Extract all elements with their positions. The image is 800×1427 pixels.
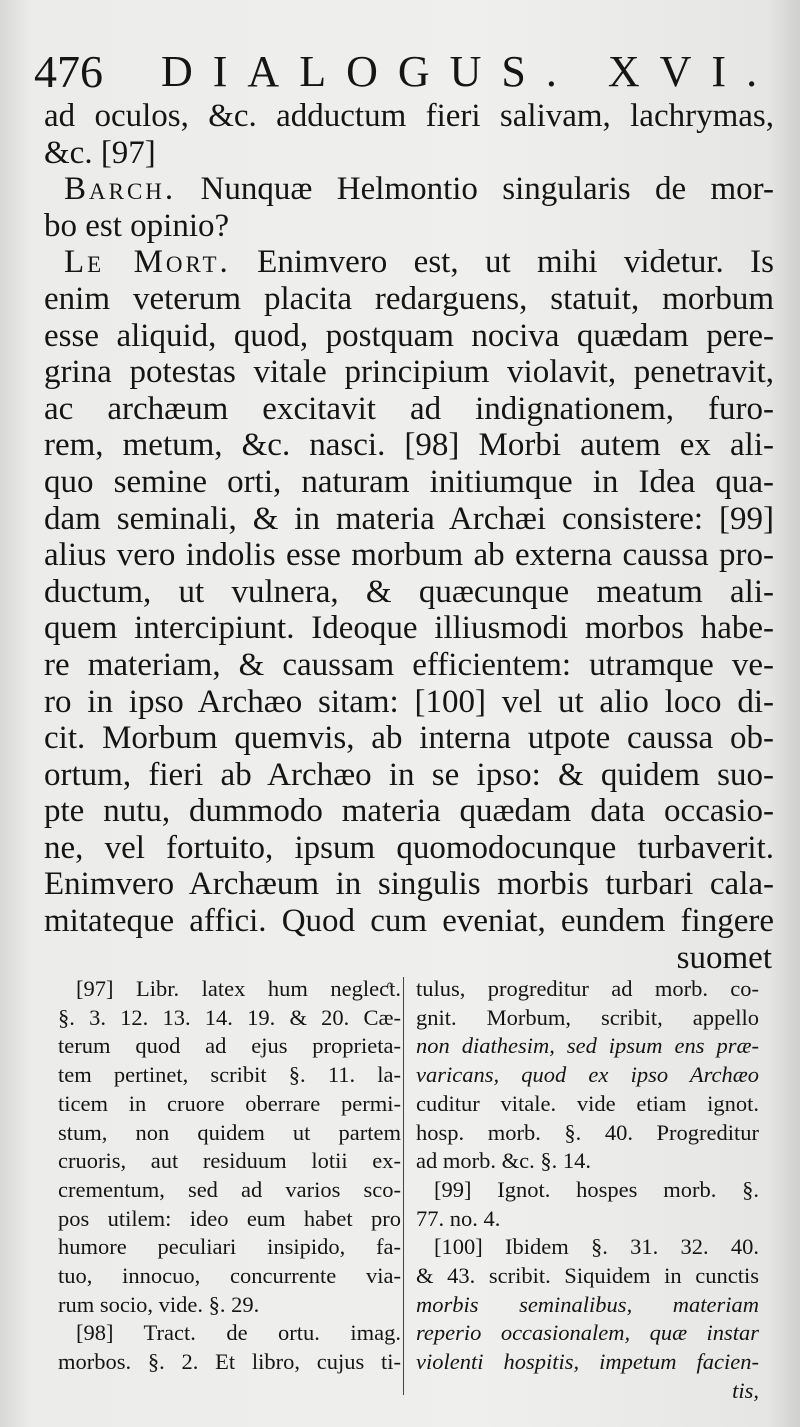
page-header: [34, 40, 778, 102]
footnote-line: cuditur vitale. vide etiam ignot.: [416, 1090, 759, 1116]
text-line: bo est opinio?: [44, 207, 230, 244]
text-line: ro in ipso Archæo sitam: [100] vel ut alio loco di-: [44, 683, 774, 720]
text-line: cit. Morbum quemvis, ab interna utpote caussa ob-: [44, 720, 774, 757]
footnotes-left-column: [58, 975, 401, 1395]
catchword: suomet: [676, 939, 772, 976]
footnote-line: humore peculiari insipido, fa-: [58, 1234, 401, 1260]
footnote-line: morbis seminalibus, materiam: [416, 1291, 759, 1317]
footnote-line: tem pertinet, scribit §. 11. la-: [58, 1062, 401, 1088]
paragraph-2: [44, 171, 774, 244]
text-line: Enimvero est, ut mihi videtur. Is: [257, 244, 774, 281]
footnote-line: violenti hospitis, impetum facien-: [416, 1349, 759, 1375]
text-line: rem, metum, &c. nasci. [98] Morbi autem ex ali-: [44, 427, 774, 464]
footnote-line: reperio occasionalem, quæ instar: [416, 1320, 759, 1346]
text-line: quem intercipiunt. Ideoque illiusmodi morbos habe-: [44, 610, 774, 647]
footnote-line: stum, non quidem ut partem: [58, 1119, 401, 1145]
text-line: enim veterum placita redarguens, statuit, morbum: [44, 280, 774, 317]
main-text: [44, 98, 774, 976]
paragraph-3: [44, 244, 774, 939]
text-line: ne, vel fortuito, ipsum quomodocunque turbaverit.: [44, 829, 774, 866]
footnote-line: tulus, progreditur ad morb. co-: [416, 976, 759, 1001]
speaker-barch: Barch.: [64, 171, 177, 208]
column-divider: [403, 977, 404, 1395]
footnote-line: tis,: [732, 1377, 759, 1403]
text-line: esse aliquid, quod, postquam nociva quædam pere-: [44, 317, 774, 354]
text-line: ac archæum excitavit ad indignationem, furo-: [44, 390, 774, 427]
text-line: &c. [97]: [44, 134, 156, 171]
paragraph-1: [44, 98, 774, 171]
text-line: mitateque affici. Quod cum eveniat, eundem fingere: [44, 903, 774, 940]
text-line: ductum, ut vulnera, & quæcunque meatum ali-: [44, 573, 774, 610]
text-line: quo semine orti, naturam initiumque in Idea qua-: [44, 463, 774, 500]
footnote-line: & 43. scribit. Siquidem in cunctis: [416, 1263, 759, 1289]
speaker-le-mort: Le Mort.: [64, 244, 231, 281]
footnote-line: ticem in cruore oberrare permi-: [58, 1090, 401, 1116]
footnote-line: §. 3. 12. 13. 14. 19. & 20. Cæ-: [58, 1004, 401, 1030]
text-line: ad oculos, &c. adductum fieri salivam, lachrymas,: [44, 98, 774, 134]
footnotes: [58, 975, 768, 1403]
footnote-line: 77. no. 4.: [416, 1205, 501, 1231]
running-head: DIALOGUS. XVI.: [161, 46, 778, 96]
footnote-line: crementum, sed ad varios sco-: [58, 1176, 401, 1202]
text-line: grina potestas vitale principium violavit, penetravit,: [44, 354, 774, 391]
footnote-line: rum socio, vide. §. 29.: [58, 1291, 260, 1317]
text-line: Nunquæ Helmontio singularis de mor-: [200, 171, 774, 208]
footnote-line: non diathesim, sed ipsum ens præ-: [416, 1033, 759, 1059]
text-line: dam seminali, & in materia Archæi consistere: [99]: [44, 500, 774, 537]
footnote-line: varicans, quod ex ipso Archæo: [416, 1062, 759, 1088]
footnote-line: [100] Ibidem §. 31. 32. 40.: [434, 1234, 759, 1260]
footnote-line: ad morb. &c. §. 14.: [416, 1148, 591, 1174]
text-line: alius vero indolis esse morbum ab externa caussa pro-: [44, 537, 774, 574]
footnote-line: cruoris, aut residuum lotii ex-: [58, 1148, 401, 1174]
text-line: pte nutu, dummodo materia quædam data occasio-: [44, 793, 774, 830]
footnote-line: morbos. §. 2. Et libro, cujus ti-: [58, 1349, 401, 1375]
text-line: Enimvero Archæum in singulis morbis turbari cala-: [44, 866, 774, 903]
footnote-line: [97] Libr. latex hum negleƈt.: [76, 976, 401, 1001]
text-line: re materiam, & caussam efficientem: utramque ve-: [44, 646, 774, 683]
footnote-line: [98] Tract. de ortu. imag.: [76, 1320, 401, 1346]
footnote-line: tuo, innocuo, concurrente via-: [58, 1263, 401, 1289]
footnote-line: gnit. Morbum, scribit, appello: [416, 1004, 759, 1030]
footnotes-right-column: [406, 975, 759, 1403]
footnote-line: terum quod ad ejus proprieta-: [58, 1033, 401, 1059]
text-line: ortum, fieri ab Archæo in se ipso: & quidem suo-: [44, 756, 774, 793]
footnote-line: [99] Ignot. hospes morb. §.: [434, 1176, 759, 1202]
footnote-line: hosp. morb. §. 40. Progreditur: [416, 1119, 759, 1145]
footnote-line: pos utilem: ideo eum habet pro: [58, 1205, 401, 1231]
page-number: 476: [34, 45, 103, 97]
